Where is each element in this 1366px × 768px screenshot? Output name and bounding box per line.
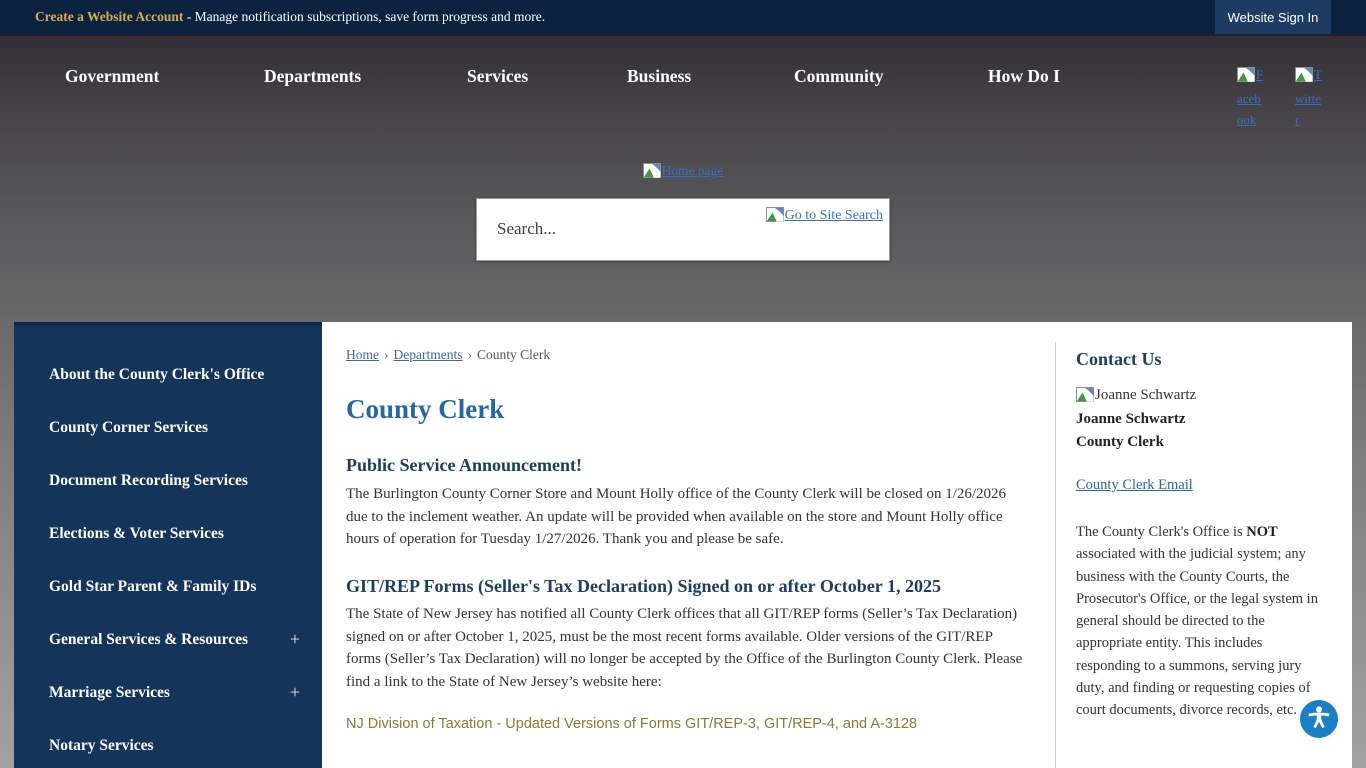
broken-image-icon	[766, 207, 784, 227]
page-title: County Clerk	[346, 394, 505, 424]
twitter-alt-text: Twitter	[1295, 67, 1322, 127]
county-clerk-email-link[interactable]: County Clerk Email	[1076, 477, 1193, 493]
content-panel	[322, 322, 1352, 768]
nav-item-business[interactable]: Business	[627, 66, 692, 86]
search-submit-link[interactable]	[766, 206, 883, 227]
broken-image-icon	[1237, 67, 1255, 88]
account-message-text: - Manage notification subscriptions, save form progress and more.	[183, 9, 546, 24]
nj-division-of-taxation-link[interactable]: NJ Division of Taxation - Updated Versions of Forms GIT/REP-3, GIT/REP-4, and A-3128	[346, 716, 918, 732]
disclaimer-not: NOT	[1246, 524, 1278, 540]
sidebar-item-label: Gold Star Parent & Family IDs	[49, 578, 257, 595]
main-navigation	[0, 0, 1366, 300]
disclaimer-suffix: associated with the judicial system; any business with the County Courts, the Prosecutor's Office, or the legal system in general should be directed to the appropriate entity. This includes responding to a summons, serving jury duty, and finding or requesting copies of court documents, divorce records, etc.	[1076, 546, 1318, 719]
git-rep-heading: GIT/REP Forms (Seller's Tax Declaration) Signed on or after October 1, 2025	[346, 576, 941, 596]
sidebar-item-about-county-clerks-office[interactable]	[14, 348, 322, 401]
contact-name: Joanne Schwartz	[1076, 411, 1186, 427]
contact-photo-broken-image	[1076, 387, 1196, 407]
disclaimer-prefix: The County Clerk's Office is	[1076, 524, 1247, 540]
sidebar-item-label: Marriage Services	[49, 684, 170, 701]
account-message	[35, 9, 545, 25]
contact-disclaimer	[1076, 521, 1318, 722]
accessibility-icon	[1303, 701, 1335, 738]
sidebar-item-notary-services[interactable]	[14, 719, 322, 768]
contact-job-title: County Clerk	[1076, 434, 1164, 450]
expand-plus-icon[interactable]: +	[289, 629, 300, 649]
sidebar-menu	[14, 326, 322, 768]
expand-plus-icon[interactable]: +	[289, 682, 300, 702]
breadcrumb-separator: ›	[467, 347, 472, 362]
breadcrumb-home-link[interactable]: Home	[346, 347, 379, 362]
search-input[interactable]: Search...	[497, 219, 557, 238]
breadcrumb	[346, 347, 550, 363]
search-submit-alt-text: Go to Site Search	[784, 208, 883, 223]
sidebar-item-elections-voter-services[interactable]	[14, 507, 322, 560]
sidebar-item-document-recording-services[interactable]	[14, 454, 322, 507]
accessibility-widget-button[interactable]	[1300, 700, 1338, 738]
sidebar-item-label: General Services & Resources	[49, 631, 249, 648]
section-sidebar	[14, 322, 322, 768]
sidebar-item-marriage-services[interactable]	[14, 666, 322, 719]
facebook-alt-text: Facebook	[1237, 67, 1264, 127]
nav-item-government[interactable]: Government	[65, 66, 160, 86]
psa-paragraph: The Burlington County Corner Store and Mount Holly office of the County Clerk will be closed on 1/26/2026 due to the inclement weather. An update will be provided when available on the store and Mount Holly office hours of operation for Tuesday 1/27/2026. Thank you and please be safe.	[346, 486, 1007, 548]
broken-image-icon	[643, 163, 661, 183]
contact-column-divider	[1055, 342, 1056, 768]
breadcrumb-departments-link[interactable]: Departments	[393, 347, 463, 362]
facebook-link[interactable]	[1237, 64, 1264, 130]
nav-item-services[interactable]: Services	[467, 66, 529, 86]
top-utility-bar	[0, 0, 1366, 36]
sidebar-item-label: Notary Services	[49, 737, 154, 754]
home-link-alt-text: Home page	[661, 163, 724, 178]
website-sign-in-button[interactable]: Website Sign In	[1215, 0, 1331, 34]
sidebar-item-label: Document Recording Services	[49, 472, 248, 489]
create-account-link[interactable]: Create a Website Account	[35, 9, 184, 24]
sidebar-item-label: About the County Clerk's Office	[49, 366, 265, 383]
sidebar-item-county-corner-services[interactable]	[14, 401, 322, 454]
broken-image-icon	[1076, 387, 1094, 407]
contact-photo-alt-text: Joanne Schwartz	[1095, 387, 1197, 403]
psa-heading: Public Service Announcement!	[346, 455, 582, 475]
home-logo-link[interactable]	[0, 162, 1366, 183]
sidebar-item-label: County Corner Services	[49, 419, 208, 436]
breadcrumb-current-page: County Clerk	[476, 347, 551, 362]
broken-image-icon	[1295, 67, 1313, 88]
twitter-link[interactable]	[1295, 64, 1322, 130]
nav-item-how-do-i[interactable]: How Do I	[988, 66, 1060, 86]
sidebar-item-label: Elections & Voter Services	[49, 525, 224, 542]
git-rep-paragraph: The State of New Jersey has notified all County Clerk offices that all GIT/REP forms (Seller’s Tax Declaration) signed on or after October 1, 2025, must be the most recent forms available. Older versions of the GIT/REP forms (Seller’s Tax Declaration) will no longer be accepted by the Office of the Burlington County Clerk. Please find a link to the State of New Jersey’s website here:	[346, 606, 1023, 690]
site-search-box[interactable]	[476, 198, 890, 261]
breadcrumb-separator: ›	[384, 347, 389, 362]
sidebar-item-general-services-resources[interactable]	[14, 613, 322, 666]
nav-item-departments[interactable]: Departments	[264, 66, 362, 86]
nav-item-community[interactable]: Community	[794, 66, 884, 86]
contact-us-heading: Contact Us	[1076, 349, 1162, 369]
sidebar-item-gold-star-parent-family-ids[interactable]	[14, 560, 322, 613]
